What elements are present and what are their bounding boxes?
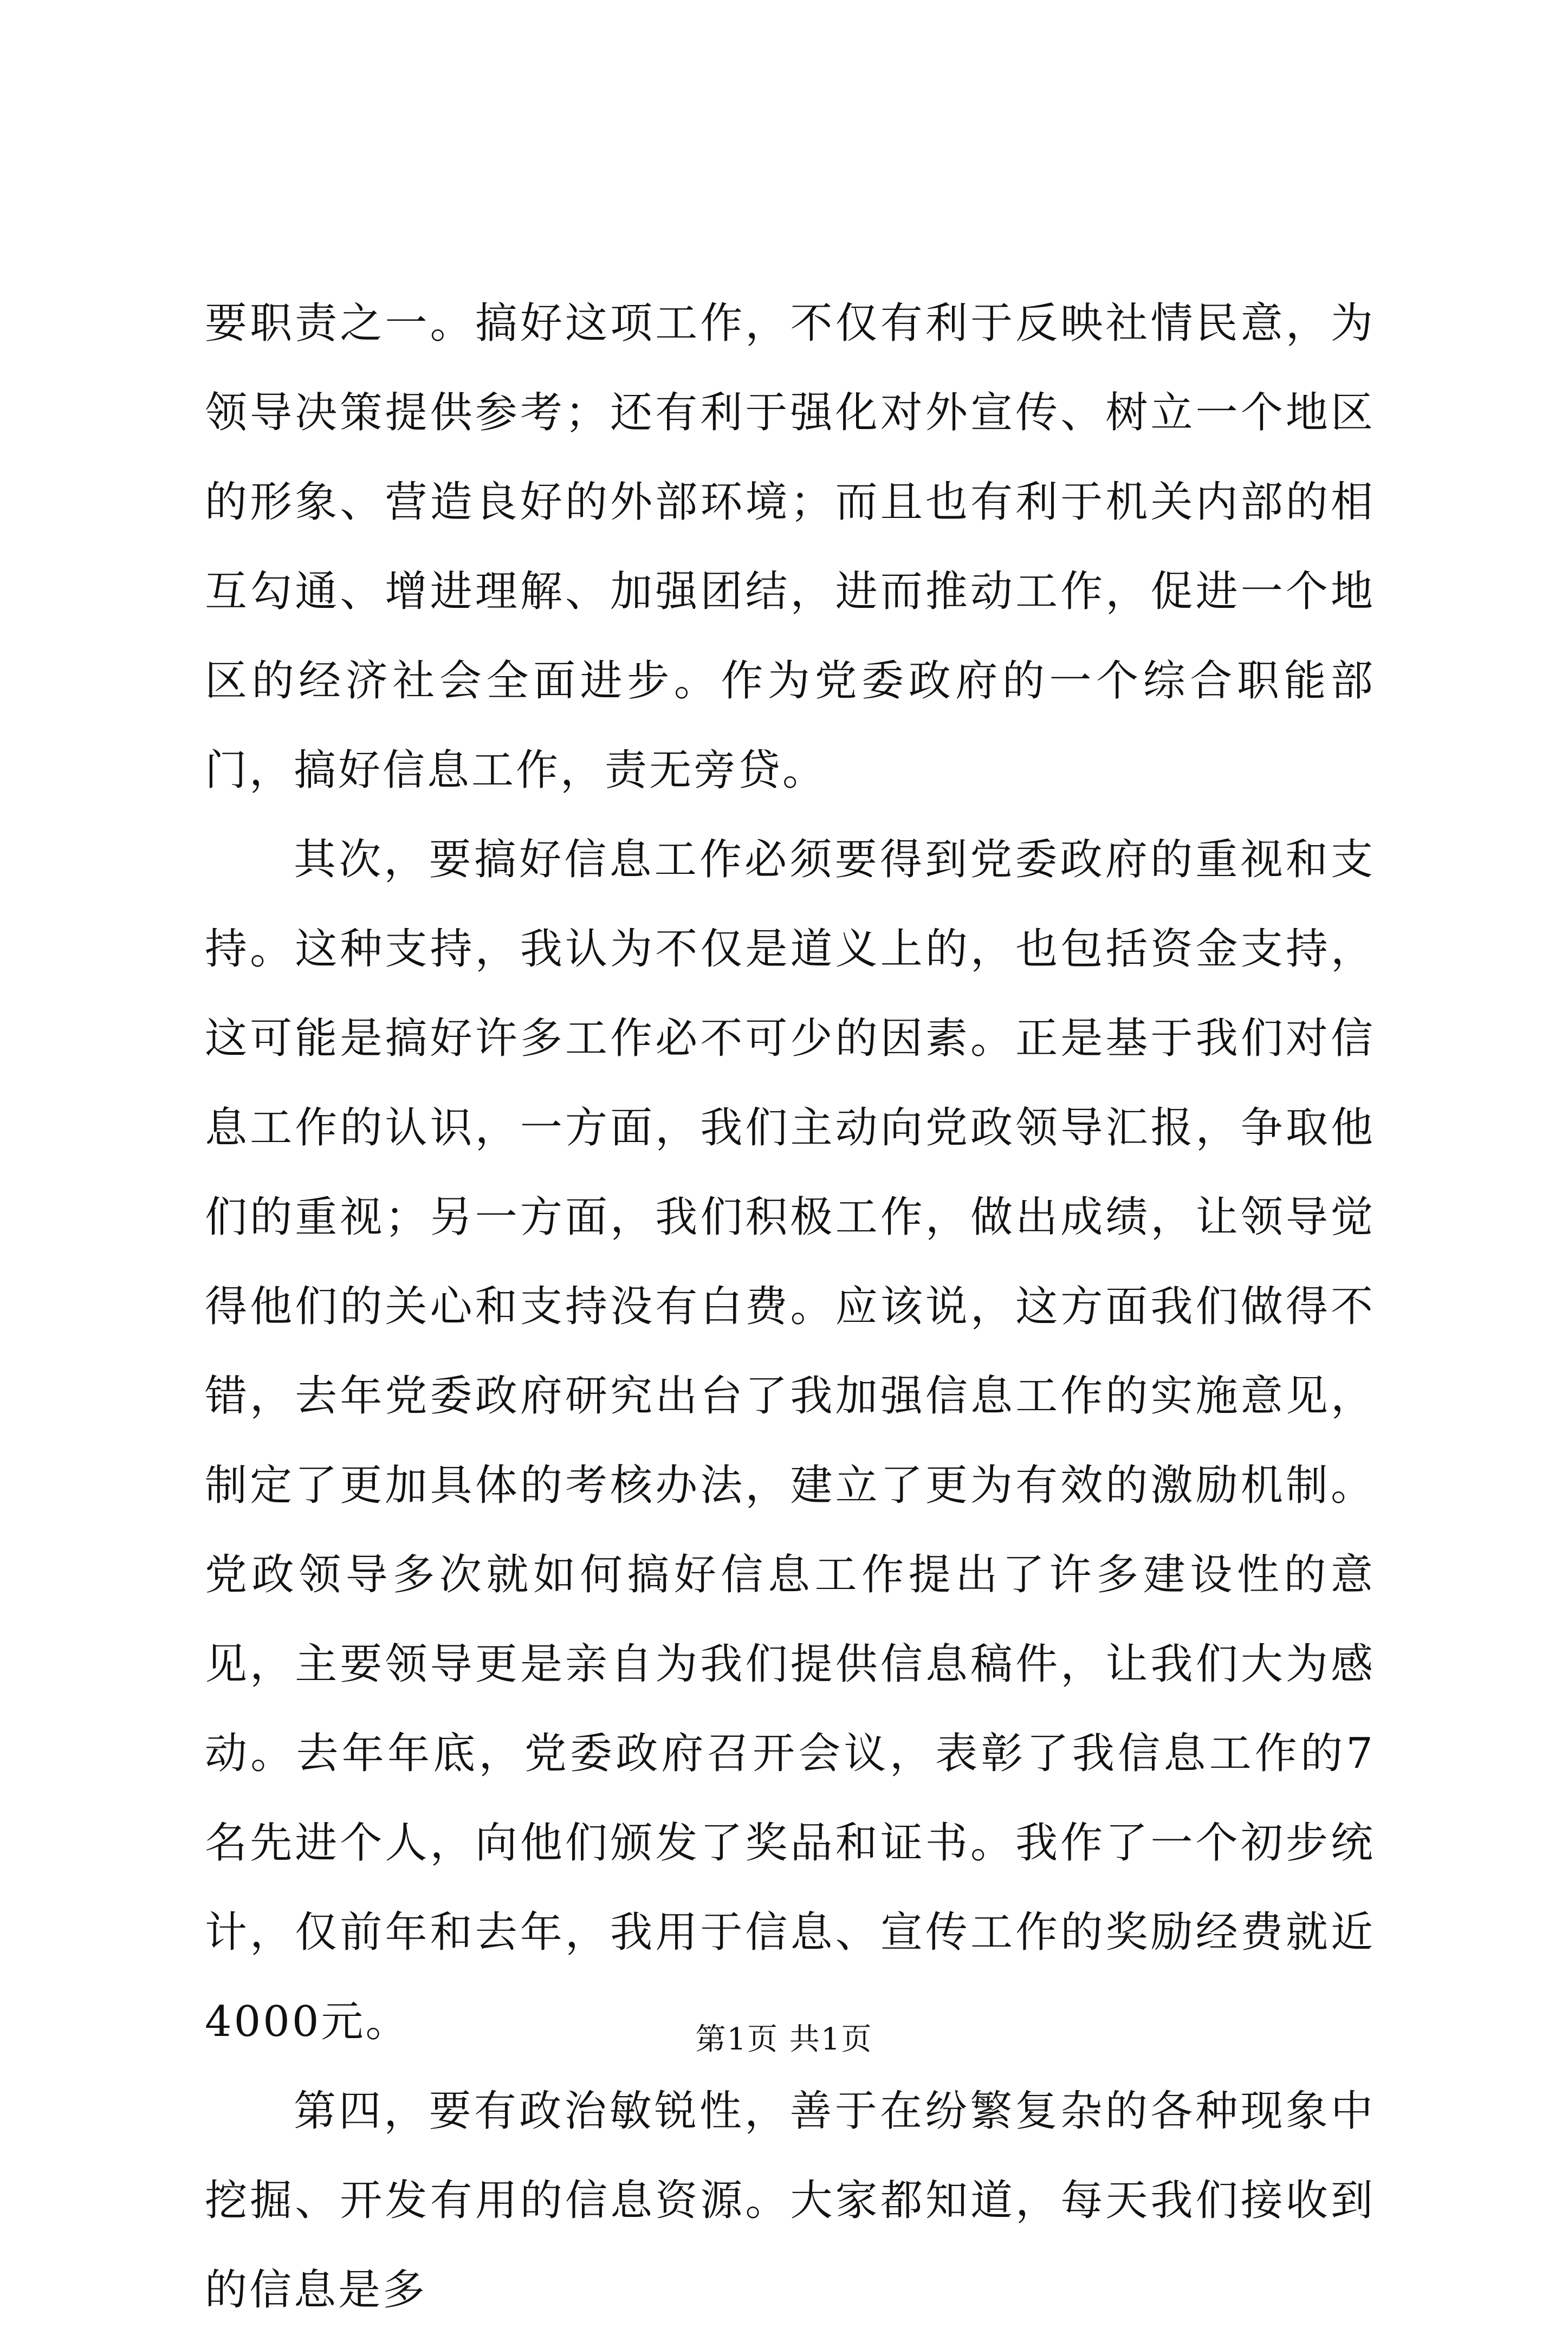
page-footer: 第1页 共1页	[695, 2022, 873, 2057]
paragraph-2: 其次，要搞好信息工作必须要得到党委政府的重视和支持。这种支持，我认为不仅是道义上的，也包括资金支持，这可能是搞好许多工作必不可少的因素。正是基于我们对信息工作的认识，一方面，我们主动向党政领导汇报，争取他们的重视；另一方面，我们积极工作，做出成绩，让领导觉得他们的关心和支持没有白费。应该说，这方面我们做得不错，去年党委政府研究出台了我加强信息工作的实施意见，制定了更加具体的考核办法，建立了更为有效的激励机制。党政领导多次就如何搞好信息工作提出了许多建设性的意见，主要领导更是亲自为我们提供信息稿件，让我们大为感动。去年年底，党委政府召开会议，表彰了我信息工作的7名先进个人，向他们颁发了奖品和证书。我作了一个初步统计，仅前年和去年，我用于信息、宣传工作的奖励经费就近4000元。	[205, 835, 1375, 2046]
paragraph-3: 第四，要有政治敏锐性，善于在纷繁复杂的各种现象中挖掘、开发有用的信息资源。大家都知道，每天我们接收到的信息是多	[205, 2087, 1375, 2314]
paragraph-1: 要职责之一。搞好这项工作，不仅有利于反映社情民意，为领导决策提供参考；还有利于强化对外宣传、树立一个地区的形象、营造良好的外部环境；而且也有利于机关内部的相互勾通、增进理解、加强团结，进而推动工作，促进一个地区的经济社会全面进步。作为党委政府的一个综合职能部门，搞好信息工作，责无旁贷。	[205, 299, 1375, 795]
